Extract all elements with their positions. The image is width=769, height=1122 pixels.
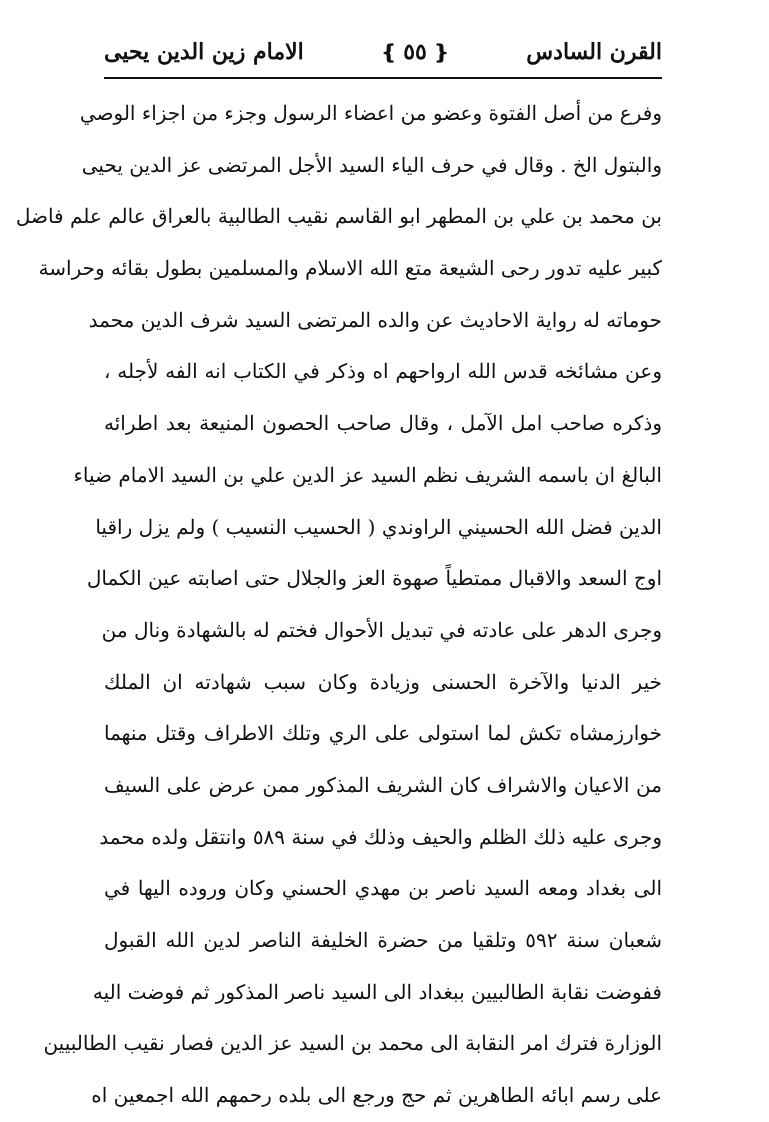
- text-line: كبير عليه تدور رحى الشيعة متع الله الاسلام والمسلمين بطول بقائه وحراسة: [38, 256, 662, 281]
- text-line: من الاعيان والاشراف كان الشريف المذكور ممن عرض على السيف: [104, 772, 662, 797]
- text-line: ففوضت نقابة الطالبيين ببغداد الى السيد ناصر المذكور ثم فوضت اليه: [92, 979, 662, 1004]
- text-line: حوماته له رواية الاحاديث عن والده المرتضى السيد شرف الدين محمد: [88, 307, 662, 332]
- text-line: الوزارة فترك امر النقابة الى محمد بن السيد عز الدين فصار نقيب الطالبيين: [43, 1031, 662, 1056]
- chapter-title: القرن السادس: [526, 39, 662, 65]
- text-line: البالغ ان باسمه الشريف نظم السيد عز الدين علي بن السيد الامام ضياء: [73, 462, 662, 487]
- text-line: الى بغداد ومعه السيد ناصر بن مهدي الحسني وكان وروده اليها في: [104, 876, 662, 901]
- ornament-icon: ❵: [380, 40, 398, 64]
- text-line: الدين فضل الله الحسيني الراوندي ( الحسيب النسيب ) ولم يزل راقيا: [95, 514, 662, 539]
- text-line: وعن مشائخه قدس الله ارواحهم اه وذكر في الكتاب انه الفه لأجله ،: [104, 359, 662, 384]
- text-line: على رسم ابائه الطاهرين ثم حج ورجع الى بلده رحمهم الله اجمعين اه: [91, 1083, 662, 1108]
- header-rule: [104, 77, 662, 79]
- page-number-group: [380, 39, 449, 65]
- text-line: شعبان سنة ٥٩٢ وتلقيا من حضرة الخليفة الناصر لدين الله القبول: [104, 928, 662, 952]
- running-header: [104, 30, 662, 74]
- text-line: اوج السعد والاقبال ممتطياً صهوة العز والجلال حتى اصابته عين الكمال: [86, 566, 662, 591]
- text-line: وفرع من أصل الفتوة وعضو من اعضاء الرسول وجزء من اجزاء الوصي: [79, 101, 662, 125]
- text-line: خوارزمشاه تكش لما استولى على الري وتلك الاطراف وقتل منهما: [104, 721, 662, 746]
- text-line: وجرى الدهر على عادته في تبديل الأحوال فختم له بالشهادة ونال من: [101, 617, 662, 642]
- ornament-icon: ❴: [432, 40, 450, 64]
- text-line: خير الدنيا والآخرة الحسنى وزيادة وكان سبب شهادته ان الملك: [104, 669, 662, 694]
- text-line: بن محمد بن علي بن المطهر ابو القاسم نقيب الطالبية بالعراق عالم علم فاضل: [15, 204, 662, 229]
- text-line: وذكره صاحب امل الآمل ، وقال صاحب الحصون المنيعة بعد اطرائه: [104, 411, 662, 436]
- text-line: وجرى عليه ذلك الظلم والحيف وذلك في سنة ٥٨٩ وانتقل ولده محمد: [99, 824, 662, 849]
- text-line: والبتول الخ . وقال في حرف الياء السيد الأجل المرتضى عز الدين يحيى: [81, 152, 662, 177]
- section-title: الامام زين الدين يحيى: [104, 39, 304, 65]
- page-number: ٥٥: [403, 39, 427, 65]
- body-text: [15, 88, 662, 1122]
